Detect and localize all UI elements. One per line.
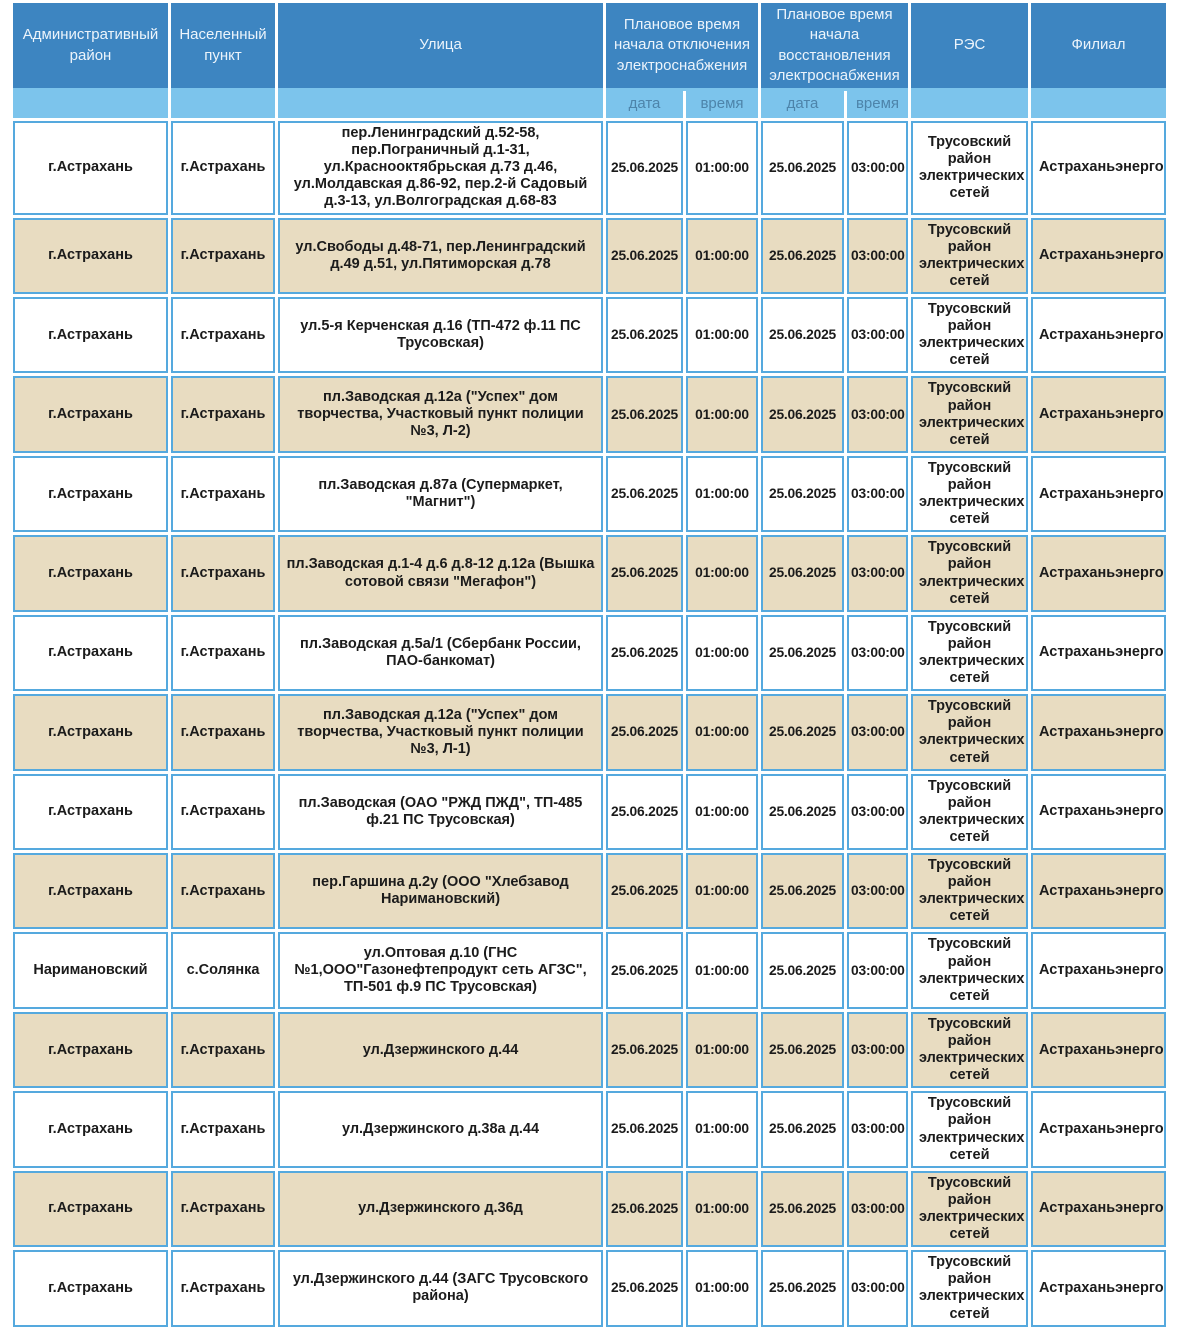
cell-outage-time: 01:00:00: [686, 456, 758, 532]
cell-restore-date: 25.06.2025: [761, 121, 844, 215]
cell-branch: Астраханьэнерго: [1031, 456, 1166, 532]
cell-branch: Астраханьэнерго: [1031, 1250, 1166, 1326]
cell-res: Трусовский район электрических сетей: [911, 853, 1028, 929]
cell-restore-time: 03:00:00: [847, 774, 908, 850]
cell-outage-date: 25.06.2025: [606, 456, 683, 532]
cell-res: Трусовский район электрических сетей: [911, 297, 1028, 373]
table-row: [13, 774, 1166, 850]
cell-outage-date: 25.06.2025: [606, 297, 683, 373]
col-header-admin-district: Административный район: [13, 3, 168, 88]
cell-branch: Астраханьэнерго: [1031, 1012, 1166, 1088]
cell-outage-time: 01:00:00: [686, 218, 758, 294]
cell-branch: Астраханьэнерго: [1031, 376, 1166, 452]
cell-restore-date: 25.06.2025: [761, 535, 844, 611]
cell-street: пл.Заводская д.87а (Супермаркет, "Магнит"): [278, 456, 603, 532]
cell-restore-time: 03:00:00: [847, 1171, 908, 1247]
cell-admin-district: г.Астрахань: [13, 853, 168, 929]
cell-res: Трусовский район электрических сетей: [911, 456, 1028, 532]
cell-res: Трусовский район электрических сетей: [911, 1171, 1028, 1247]
cell-settlement: г.Астрахань: [171, 456, 275, 532]
cell-res: Трусовский район электрических сетей: [911, 932, 1028, 1008]
cell-res: Трусовский район электрических сетей: [911, 774, 1028, 850]
subheader-empty-res: [911, 91, 1028, 118]
cell-restore-date: 25.06.2025: [761, 774, 844, 850]
cell-street: пл.Заводская д.1-4 д.6 д.8-12 д.12а (Вышка сотовой связи "Мегафон"): [278, 535, 603, 611]
cell-street: ул.5-я Керченская д.16 (ТП-472 ф.11 ПС Трусовская): [278, 297, 603, 373]
table-row: [13, 1091, 1166, 1167]
cell-outage-date: 25.06.2025: [606, 1250, 683, 1326]
cell-branch: Астраханьэнерго: [1031, 932, 1166, 1008]
cell-branch: Астраханьэнерго: [1031, 1171, 1166, 1247]
cell-branch: Астраханьэнерго: [1031, 774, 1166, 850]
cell-res: Трусовский район электрических сетей: [911, 1012, 1028, 1088]
cell-settlement: г.Астрахань: [171, 1250, 275, 1326]
cell-settlement: г.Астрахань: [171, 774, 275, 850]
subheader-restore-time: время: [847, 91, 908, 118]
cell-street: ул.Дзержинского д.44: [278, 1012, 603, 1088]
cell-restore-date: 25.06.2025: [761, 1171, 844, 1247]
cell-restore-time: 03:00:00: [847, 1091, 908, 1167]
col-header-res: РЭС: [911, 3, 1028, 88]
cell-restore-date: 25.06.2025: [761, 297, 844, 373]
table-row: [13, 1250, 1166, 1326]
cell-res: Трусовский район электрических сетей: [911, 376, 1028, 452]
cell-admin-district: г.Астрахань: [13, 615, 168, 691]
subheader-restore-date: дата: [761, 91, 844, 118]
cell-restore-date: 25.06.2025: [761, 218, 844, 294]
cell-outage-time: 01:00:00: [686, 376, 758, 452]
cell-res: Трусовский район электрических сетей: [911, 1091, 1028, 1167]
cell-outage-date: 25.06.2025: [606, 774, 683, 850]
table-row: [13, 853, 1166, 929]
cell-branch: Астраханьэнерго: [1031, 535, 1166, 611]
cell-admin-district: г.Астрахань: [13, 121, 168, 215]
cell-outage-time: 01:00:00: [686, 932, 758, 1008]
subheader-outage-date: дата: [606, 91, 683, 118]
cell-street: пл.Заводская д.12а ("Успех" дом творчества, Участковый пункт полиции №3, Л-2): [278, 376, 603, 452]
cell-street: пер.Гаршина д.2у (ООО "Хлебзавод Наримановский): [278, 853, 603, 929]
cell-admin-district: г.Астрахань: [13, 456, 168, 532]
header-row-main: [13, 3, 1166, 88]
col-header-street: Улица: [278, 3, 603, 88]
cell-res: Трусовский район электрических сетей: [911, 615, 1028, 691]
cell-outage-date: 25.06.2025: [606, 615, 683, 691]
header-row-sub: [13, 91, 1166, 118]
cell-admin-district: г.Астрахань: [13, 774, 168, 850]
cell-admin-district: г.Астрахань: [13, 1091, 168, 1167]
cell-branch: Астраханьэнерго: [1031, 1091, 1166, 1167]
cell-res: Трусовский район электрических сетей: [911, 535, 1028, 611]
cell-restore-date: 25.06.2025: [761, 376, 844, 452]
cell-street: пер.Ленинградский д.52-58, пер.Пограничный д.1-31, ул.Краснооктябрьская д.73 д.46, ул.Молдавская д.86-92, пер.2-й Садовый д.3-13, ул.Волгоградская д.68-83: [278, 121, 603, 215]
cell-restore-date: 25.06.2025: [761, 1250, 844, 1326]
cell-restore-date: 25.06.2025: [761, 456, 844, 532]
cell-branch: Астраханьэнерго: [1031, 297, 1166, 373]
cell-outage-time: 01:00:00: [686, 535, 758, 611]
cell-admin-district: г.Астрахань: [13, 376, 168, 452]
col-header-settlement: Населенный пункт: [171, 3, 275, 88]
table-row: [13, 297, 1166, 373]
cell-restore-time: 03:00:00: [847, 853, 908, 929]
cell-admin-district: г.Астрахань: [13, 218, 168, 294]
table-row: [13, 932, 1166, 1008]
cell-settlement: г.Астрахань: [171, 121, 275, 215]
cell-res: Трусовский район электрических сетей: [911, 694, 1028, 770]
cell-settlement: г.Астрахань: [171, 376, 275, 452]
table-row: [13, 456, 1166, 532]
table-row: [13, 694, 1166, 770]
cell-settlement: г.Астрахань: [171, 1171, 275, 1247]
cell-res: Трусовский район электрических сетей: [911, 121, 1028, 215]
table-row: [13, 1171, 1166, 1247]
cell-restore-date: 25.06.2025: [761, 615, 844, 691]
cell-settlement: с.Солянка: [171, 932, 275, 1008]
cell-restore-date: 25.06.2025: [761, 694, 844, 770]
cell-outage-date: 25.06.2025: [606, 218, 683, 294]
cell-restore-time: 03:00:00: [847, 456, 908, 532]
cell-settlement: г.Астрахань: [171, 218, 275, 294]
table-header: [13, 3, 1166, 118]
cell-outage-date: 25.06.2025: [606, 535, 683, 611]
cell-res: Трусовский район электрических сетей: [911, 218, 1028, 294]
table-row: [13, 535, 1166, 611]
subheader-empty-admin-district: [13, 91, 168, 118]
cell-outage-date: 25.06.2025: [606, 694, 683, 770]
cell-restore-time: 03:00:00: [847, 694, 908, 770]
table-body: [13, 121, 1166, 1327]
cell-street: ул.Дзержинского д.44 (ЗАГС Трусовского района): [278, 1250, 603, 1326]
subheader-empty-branch: [1031, 91, 1166, 118]
cell-branch: Астраханьэнерго: [1031, 694, 1166, 770]
cell-outage-date: 25.06.2025: [606, 853, 683, 929]
table-row: [13, 615, 1166, 691]
cell-restore-time: 03:00:00: [847, 121, 908, 215]
cell-settlement: г.Астрахань: [171, 694, 275, 770]
cell-restore-date: 25.06.2025: [761, 1012, 844, 1088]
cell-street: ул.Оптовая д.10 (ГНС №1,ООО"Газонефтепродукт сеть АГЗС", ТП-501 ф.9 ПС Трусовская): [278, 932, 603, 1008]
cell-street: ул.Дзержинского д.38а д.44: [278, 1091, 603, 1167]
cell-outage-time: 01:00:00: [686, 615, 758, 691]
cell-admin-district: Наримановский: [13, 932, 168, 1008]
cell-restore-date: 25.06.2025: [761, 853, 844, 929]
cell-outage-time: 01:00:00: [686, 1250, 758, 1326]
cell-admin-district: г.Астрахань: [13, 1171, 168, 1247]
cell-street: пл.Заводская д.12а ("Успех" дом творчества, Участковый пункт полиции №3, Л-1): [278, 694, 603, 770]
cell-street: пл.Заводская (ОАО "РЖД ПЖД", ТП-485 ф.21 ПС Трусовская): [278, 774, 603, 850]
cell-restore-date: 25.06.2025: [761, 932, 844, 1008]
cell-street: пл.Заводская д.5а/1 (Сбербанк России, ПАО-банкомат): [278, 615, 603, 691]
cell-branch: Астраханьэнерго: [1031, 615, 1166, 691]
cell-settlement: г.Астрахань: [171, 615, 275, 691]
cell-restore-time: 03:00:00: [847, 932, 908, 1008]
cell-restore-date: 25.06.2025: [761, 1091, 844, 1167]
outage-schedule-table: [10, 0, 1169, 1330]
cell-outage-date: 25.06.2025: [606, 1012, 683, 1088]
cell-outage-time: 01:00:00: [686, 774, 758, 850]
cell-outage-time: 01:00:00: [686, 121, 758, 215]
cell-restore-time: 03:00:00: [847, 1012, 908, 1088]
cell-admin-district: г.Астрахань: [13, 535, 168, 611]
cell-restore-time: 03:00:00: [847, 218, 908, 294]
table-row: [13, 218, 1166, 294]
cell-settlement: г.Астрахань: [171, 297, 275, 373]
cell-restore-time: 03:00:00: [847, 1250, 908, 1326]
subheader-empty-settlement: [171, 91, 275, 118]
cell-admin-district: г.Астрахань: [13, 1012, 168, 1088]
col-header-branch: Филиал: [1031, 3, 1166, 88]
cell-restore-time: 03:00:00: [847, 615, 908, 691]
cell-settlement: г.Астрахань: [171, 853, 275, 929]
cell-outage-time: 01:00:00: [686, 297, 758, 373]
cell-outage-time: 01:00:00: [686, 1012, 758, 1088]
col-header-outage-start: Плановое время начала отключения электроснабжения: [606, 3, 758, 88]
cell-outage-date: 25.06.2025: [606, 1091, 683, 1167]
cell-branch: Астраханьэнерго: [1031, 853, 1166, 929]
cell-street: ул.Дзержинского д.36д: [278, 1171, 603, 1247]
cell-outage-time: 01:00:00: [686, 694, 758, 770]
cell-restore-time: 03:00:00: [847, 376, 908, 452]
cell-settlement: г.Астрахань: [171, 535, 275, 611]
cell-settlement: г.Астрахань: [171, 1091, 275, 1167]
cell-outage-date: 25.06.2025: [606, 121, 683, 215]
cell-res: Трусовский район электрических сетей: [911, 1250, 1028, 1326]
col-header-restore-start: Плановое время начала восстановления электроснабжения: [761, 3, 908, 88]
cell-outage-time: 01:00:00: [686, 1171, 758, 1247]
table-row: [13, 376, 1166, 452]
cell-outage-date: 25.06.2025: [606, 376, 683, 452]
cell-settlement: г.Астрахань: [171, 1012, 275, 1088]
cell-branch: Астраханьэнерго: [1031, 121, 1166, 215]
subheader-empty-street: [278, 91, 603, 118]
cell-restore-time: 03:00:00: [847, 535, 908, 611]
subheader-outage-time: время: [686, 91, 758, 118]
cell-restore-time: 03:00:00: [847, 297, 908, 373]
cell-admin-district: г.Астрахань: [13, 297, 168, 373]
cell-admin-district: г.Астрахань: [13, 1250, 168, 1326]
cell-admin-district: г.Астрахань: [13, 694, 168, 770]
cell-branch: Астраханьэнерго: [1031, 218, 1166, 294]
cell-outage-date: 25.06.2025: [606, 1171, 683, 1247]
cell-outage-time: 01:00:00: [686, 853, 758, 929]
cell-street: ул.Свободы д.48-71, пер.Ленинградский д.49 д.51, ул.Пятиморская д.78: [278, 218, 603, 294]
table-row: [13, 1012, 1166, 1088]
cell-outage-date: 25.06.2025: [606, 932, 683, 1008]
table-row: [13, 121, 1166, 215]
cell-outage-time: 01:00:00: [686, 1091, 758, 1167]
